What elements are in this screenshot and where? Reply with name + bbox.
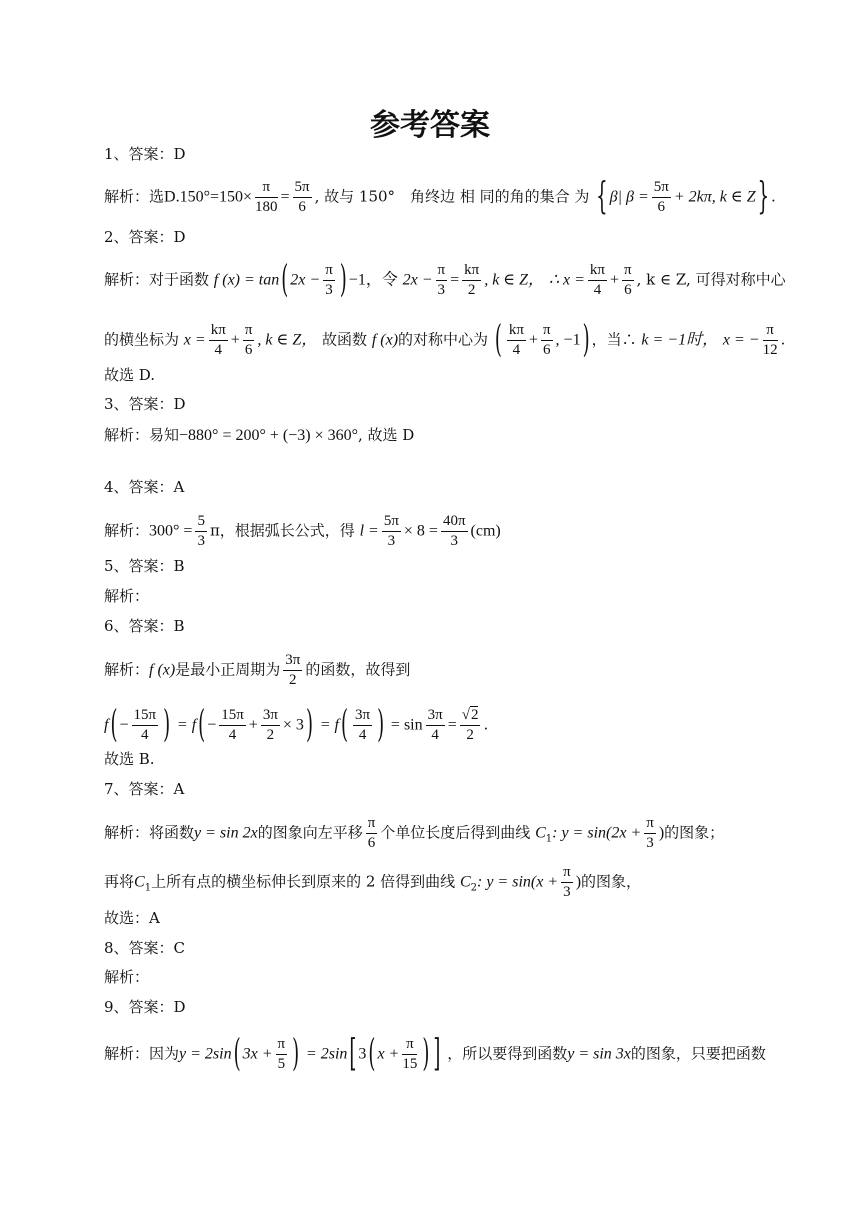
q6-answer: 6、答案：B bbox=[104, 617, 185, 635]
fraction: $\frac{5\pi}{6}$ bbox=[294, 179, 310, 215]
q7-answer: 7、答案：A bbox=[104, 780, 185, 798]
q8-explanation: 解析： bbox=[104, 968, 150, 986]
q3-explanation: 解析：易知−880° = 200° + (−3) × 360°, 故选 D bbox=[104, 426, 415, 444]
q9-explanation-line1: 解析：因为y = 2sin ( 3x + $\frac{\pi}{5}$ ) = 2sin [ 3 ( x + $\frac{\pi}{15}$ ) ] ，所以要得到函数y = sin 3x的图象，只要把函数 bbox=[104, 1031, 766, 1076]
q2-answer: 2、答案：D bbox=[104, 228, 186, 246]
q2-conclusion: 故选 D. bbox=[104, 366, 156, 384]
q1-explanation: 解析：选D.150°=150× $\frac{\pi}{180}$ = $\frac{5\pi}{6}$ , 故与 150° 角终边 相 同的角的集合 为 { β| β = $\frac{5\pi}{6}$ + 2kπ, k ∈ Z } . bbox=[104, 174, 776, 219]
q7-conclusion: 故选：A bbox=[104, 909, 160, 927]
q7-explanation-line1: 解析：将函数y = sin 2x的图象向左平移 $\frac{\pi}{6}$ 个单位长度后得到曲线 $C_1$: y = sin(2x + $\frac{\pi}{3}$ )的图象； bbox=[104, 815, 725, 851]
q5-explanation: 解析： bbox=[104, 587, 150, 605]
q6-conclusion: 故选 B. bbox=[104, 750, 155, 768]
fraction: $\frac{\pi}{180}$ bbox=[255, 179, 278, 215]
q1-answer: 1、答案：D bbox=[104, 145, 186, 163]
q4-explanation: 解析：300° = $\frac{5}{3}$ π，根据弧长公式，得 l = $\frac{5\pi}{3}$ × 8 = $\frac{40\pi}{3}$ (cm) bbox=[104, 513, 501, 549]
q2-explanation-line2: 的横坐标为 x = $\frac{k\pi}{4}$ + $\frac{\pi}{6}$ , k ∈ Z， 故函数 f (x)的对称中心为 ( $\frac{k\pi}{4}$ + $\frac{\pi}{6}$ , −1 ) ，当∴ k = −1时， x = − $\frac{\pi}{12}$ . bbox=[104, 317, 786, 362]
page-title: 参考答案 bbox=[370, 108, 490, 143]
q9-answer: 9、答案：D bbox=[104, 998, 186, 1016]
q3-answer: 3、答案：D bbox=[104, 395, 186, 413]
fraction: $\frac{5\pi}{6}$ bbox=[653, 179, 669, 215]
q2-explanation-line1: 解析：对于函数 f (x) = tan ( 2x − $\frac{\pi}{3}$ ) −1，令 2x − $\frac{\pi}{3}$ = $\frac{k\pi}{2}$ , k ∈ Z， ∴ x = $\frac{k\pi}{4}$ + $\frac{\pi}{6}$ , k ∈ Z, 可得对称中心 bbox=[104, 257, 786, 302]
q6-explanation-line1: 解析：f (x)是最小正周期为 $\frac{3\pi}{2}$ 的函数，故得到 bbox=[104, 652, 411, 688]
q5-answer: 5、答案：B bbox=[104, 557, 185, 575]
q7-explanation-line2: 再将$C_1$上所有点的横坐标伸长到原来的 2 倍得到曲线 $C_2$: y = sin(x + $\frac{\pi}{3}$ )的图象， bbox=[104, 864, 642, 900]
q4-answer: 4、答案：A bbox=[104, 478, 185, 496]
q8-answer: 8、答案：C bbox=[104, 939, 186, 957]
q6-explanation-line2: f ( − $\frac{15\pi}{4}$ ) = f ( − $\frac{15\pi}{4}$ + $\frac{3\pi}{2}$ × 3 ) = f ( $\frac{3\pi}{4}$ ) = sin $\frac{3\pi}{4}$ = $\frac{√2}{2}$ . bbox=[104, 702, 489, 747]
